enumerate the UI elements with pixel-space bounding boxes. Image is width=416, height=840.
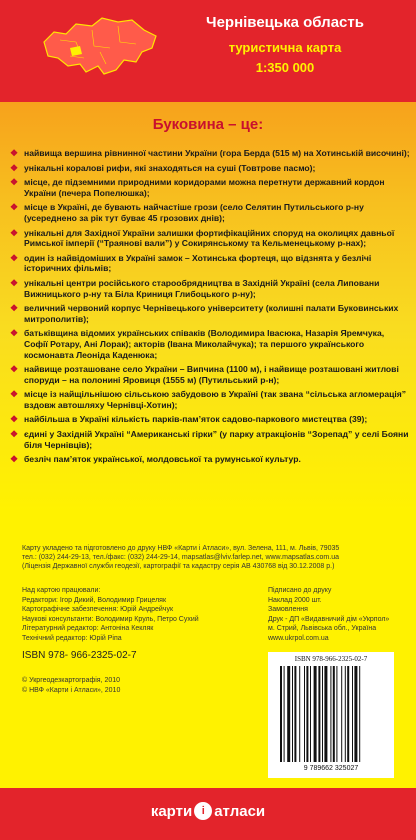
bullet-icon: ❖ bbox=[10, 148, 19, 158]
bukovina-list bbox=[10, 148, 410, 469]
copyright: © Укргеодезкартографія, 2010 © НВФ «Карти і Атласи», 2010 bbox=[22, 677, 121, 694]
publisher-logo: карти і атласи bbox=[150, 802, 266, 820]
bullet-icon: ❖ bbox=[10, 162, 19, 173]
map-title: Чернівецька область bbox=[206, 14, 364, 31]
cover-header bbox=[0, 0, 416, 100]
bullet-icon: ❖ bbox=[10, 414, 19, 425]
ukraine-map-icon bbox=[40, 12, 160, 84]
list-item: ❖ один із найвідоміших в Україні замок – Хотинська фортеця, що відзнята у безлічі історичних фільмів; bbox=[10, 252, 372, 274]
list-item: ❖ батьківщина відомих українських співаків (Володимира Івасюка, Назарія Яремчука, Софії Ротару, Ані Лорак); акторів (Івана Миколайчука); та першого українського космонавта Леоніда Каденюка; bbox=[10, 328, 385, 360]
bullet-icon: ❖ bbox=[10, 252, 19, 263]
imprint-section bbox=[0, 512, 416, 788]
list-item: ❖ унікальні для Західної України залишки фортифікаційних споруд на околицях давньої Римської імперії (“Траянові вали”) у Сокирянському та Кельменецькому р-нах); bbox=[10, 227, 395, 249]
barcode-number: 9 789662 325027 bbox=[303, 765, 359, 772]
map-scale: 1:350 000 bbox=[255, 60, 315, 75]
bullet-icon: ❖ bbox=[10, 364, 19, 375]
list-item: ❖ безліч пам’яток української, молдовської та румунської культур. bbox=[10, 454, 301, 465]
isbn-text: ISBN 978- 966-2325-02-7 bbox=[22, 650, 137, 661]
bukovina-section bbox=[0, 102, 416, 512]
bullet-icon: ❖ bbox=[10, 202, 19, 213]
barcode-icon bbox=[280, 666, 384, 762]
bullet-icon: ❖ bbox=[10, 429, 19, 440]
bullet-icon: ❖ bbox=[10, 277, 19, 288]
list-item: ❖ єдині у Західній Україні “Американські гірки” (у парку атракціонів “Зорепад” у селі Бояни біля Чернівців); bbox=[10, 429, 409, 450]
list-item: ❖ найвища вершина рівнинної частини України (гора Берда (515 м) на Хотинській височині); bbox=[10, 148, 410, 158]
publisher-info: Карту укладено та підготовлено до друку НВФ «Карти і Атласи», вул. Зелена, 111, м. Львів, 79035 тел.: (032) 244-29-13, тел./факс: (032) 244-29-14, mapsatlas@lviv.farlep.net, www.mapsatlas.com.ua (Ліцензія Державної служби геодезії, картографії та кадастру серія АВ 430768 від 30.12.2008 р.) bbox=[22, 545, 340, 570]
bullet-icon: ❖ bbox=[10, 303, 19, 314]
list-item: ❖ величний червоний корпус Чернівецького університету (колишні палати Буковинських митрополитів); bbox=[10, 303, 399, 324]
barcode-isbn: ISBN 978-966-2325-02-7 bbox=[294, 655, 368, 663]
map-subtitle: туристична карта bbox=[228, 40, 342, 55]
list-item: ❖ місце, де підземними природними коридорами можна перетнути державний кордон України (печера Попелюшка); bbox=[10, 177, 385, 198]
bullet-icon: ❖ bbox=[10, 389, 19, 400]
bullet-icon: ❖ bbox=[10, 328, 19, 339]
list-item: ❖ найбільша в Україні кількість парків-пам’яток садово-паркового мистецтва (39); bbox=[10, 414, 368, 425]
barcode bbox=[268, 652, 394, 778]
list-item: ❖ унікальні центри російського старообрядництва в Західній Україні (села Липовани Вижницького р-ну та Біла Криниця Глибоцького р-ну); bbox=[10, 277, 380, 299]
list-item: ❖ найвище розташоване село України – Випчина (1100 м), і найвище розташовані житлові споруди – на полонині Яровиця (1555 м) (Путильський р-н); bbox=[10, 364, 399, 385]
bullet-icon: ❖ bbox=[10, 227, 19, 238]
list-item: ❖ місце із найщільнішою сільською забудовою в Україні (так звана “сільська агломерація” вздовж автошляху Чернівці-Хотин); bbox=[10, 389, 407, 410]
print-info: Підписано до друку Наклад 2000 шт. Замовлення Друк - ДП «Видавничий дім «Укрпол» м. Стрий, Львівська обл., Україна www.ukrpol.com.ua bbox=[268, 587, 390, 642]
staff-credits: Над картою працювали: Редактори: Ігор Дикий, Володимир Грицеляк Картографічне забезпечення: Юрій Андрейчук Наукові консультанти: Володимир Круль, Петро Сухий Літературний редактор: Антоніна Кекляк Технічний редактор: Юрій Ріпа bbox=[22, 587, 199, 642]
list-item: ❖ місце в Україні, де бувають найчастіше грози (село Селятин Путильського р-ну (усереднено за рік тут буває 45 грозових днів); bbox=[10, 202, 364, 223]
bullet-icon: ❖ bbox=[10, 177, 19, 188]
list-item: ❖ унікальні коралові рифи, які знаходяться на суші (Товтрове пасмо); bbox=[10, 162, 316, 173]
cover-footer bbox=[0, 788, 416, 840]
bullet-icon: ❖ bbox=[10, 454, 19, 465]
bukovina-heading: Буковина – це: bbox=[152, 116, 264, 133]
